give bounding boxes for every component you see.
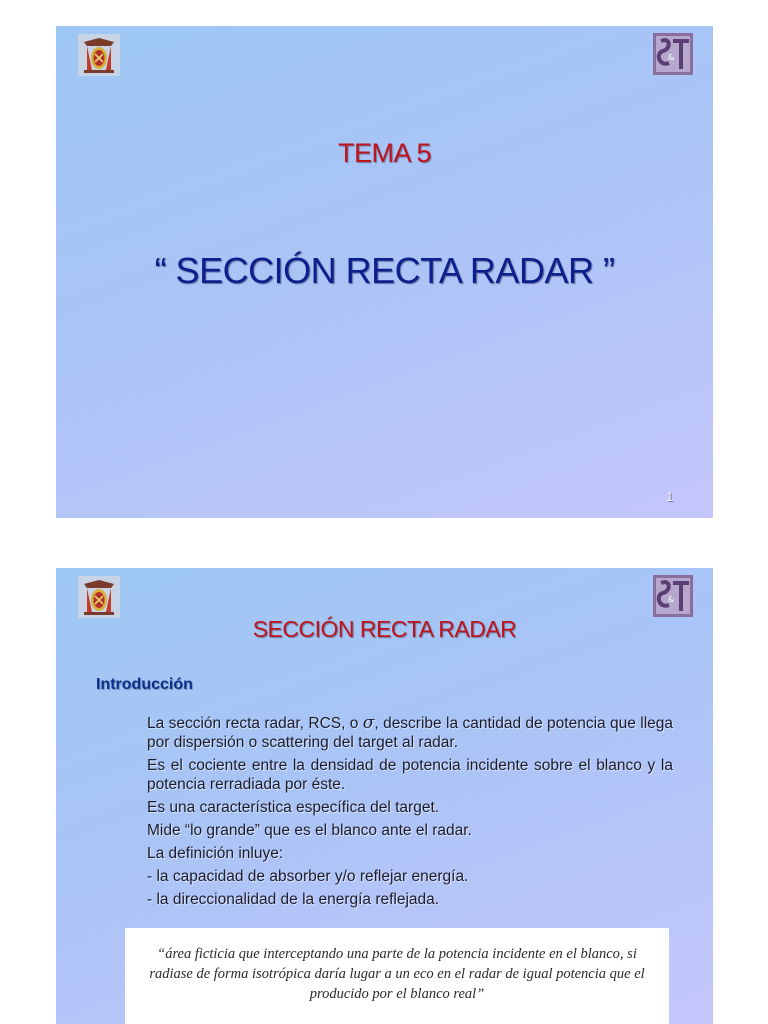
body-line: Mide “lo grande” que es el blanco ante el radar. [147,822,472,839]
st-logo-icon [653,575,693,617]
svg-text:&: & [668,53,675,62]
slide-2 [56,568,713,1024]
slide-1 [56,26,713,518]
university-crest-icon [78,34,120,76]
body-text [147,714,673,913]
body-line: La definición inluye: [147,845,284,862]
body-line [147,714,673,752]
definition-quote: “área ficticia que interceptando una parte de la potencia incidente en el blanco, si radiase de forma isotrópica daría lugar a un eco en el radar de igual potencia que el producido por el blanco real” [125,928,669,1024]
st-logo-icon [653,33,693,75]
slide-2-title: SECCIÓN RECTA RADAR [252,616,517,642]
body-line-part: La sección recta radar, RCS, o [147,715,363,732]
body-line-part: , describe la cantidad de potencia que llega por dispersión o scattering del target al radar. [147,715,674,751]
slide-1-tema: TEMA 5 [337,138,432,168]
page-number: 1 [666,490,673,504]
body-line: - la direccionalidad de la energía reflejada. [147,891,440,908]
slide-1-title: “ SECCIÓN RECTA RADAR ” [154,250,615,291]
body-line: Es una característica específica del target. [147,799,440,816]
svg-text:&: & [668,595,675,604]
body-line: Es el cociente entre la densidad de potencia incidente sobre el blanco y la potencia rerradiada por éste. [147,757,673,793]
university-crest-icon [78,576,120,618]
sigma-symbol: σ [362,713,375,733]
body-line: - la capacidad de absorber y/o reflejar energía. [147,868,469,885]
section-heading: Introducción [96,676,193,693]
